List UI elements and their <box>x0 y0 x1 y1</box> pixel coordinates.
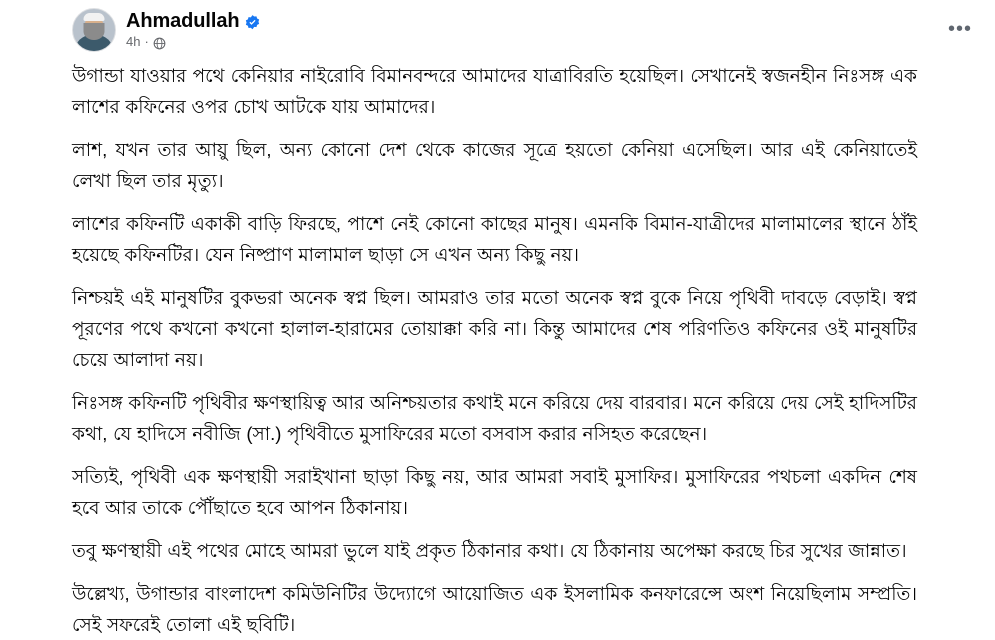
post-paragraph: উগান্ডা যাওয়ার পথে কেনিয়ার নাইরোবি বিমানবন্দরে আমাদের যাত্রাবিরতি হয়েছিল। সেখানেই স্বজনহীন নিঃসঙ্গ এক লাশের কফিনের ওপর চোখ আটকে যায় আমাদের। <box>72 65 917 117</box>
post-meta <box>126 34 261 49</box>
post-paragraph: লাশ, যখন তার আয়ু ছিল, অন্য কোনো দেশ থেকে কাজের সূত্রে হয়তো কেনিয়া এসেছিল। আর এই কেনিয়াতেই লেখা ছিল তার মৃত্যু। <box>72 139 917 191</box>
author-name-row <box>126 10 261 32</box>
post-paragraph: নিঃসঙ্গ কফিনটি পৃথিবীর ক্ষণস্থায়িত্ব আর অনিশ্চয়তার কথাই মনে করিয়ে দেয় বারবার। মনে করিয়ে দেয় সেই হাদিসটির কথা, যে হাদিসে নবীজি (সা.) পৃথিবীতে মুসাফিরের মতো বসবাস করার নসিহত করেছেন। <box>72 392 917 444</box>
avatar-beard-shape <box>84 23 105 40</box>
post-author-block <box>126 10 261 49</box>
verified-badge-icon <box>244 14 261 31</box>
globe-icon[interactable] <box>153 37 166 50</box>
avatar[interactable] <box>72 8 116 52</box>
post-more-options-button[interactable]: ••• <box>947 17 972 40</box>
post-header <box>0 0 995 52</box>
author-name[interactable]: Ahmadullah <box>126 10 240 32</box>
post-paragraph: তবু ক্ষণস্থায়ী এই পথের মোহে আমরা ভুলে যাই প্রকৃত ঠিকানার কথা। যে ঠিকানায় অপেক্ষা করছে চির সুখের জান্নাত। <box>72 540 907 561</box>
post-paragraph: সত্যিই, পৃথিবী এক ক্ষণস্থায়ী সরাইখানা ছাড়া কিছু নয়, আর আমরা সবাই মুসাফির। মুসাফিরের পথচলা একদিন শেষ হবে আর তাকে পৌঁছাতে হবে আপন ঠিকানায়। <box>72 466 917 518</box>
post-paragraph: লাশের কফিনটি একাকী বাড়ি ফিরছে, পাশে নেই কোনো কাছের মানুষ। এমনকি বিমান-যাত্রীদের মালামালের স্থানে ঠাঁই হয়েছে কফিনটির। যেন নিষ্প্রাণ মালামাল ছাড়া সে এখন অন্য কিছু নয়। <box>72 213 917 265</box>
avatar-cap-shape <box>84 13 105 21</box>
post-paragraph: উল্লেখ্য, উগান্ডার বাংলাদেশ কমিউনিটির উদ্যোগে আয়োজিত এক ইসলামিক কনফারেন্সে অংশ নিয়েছিলাম সম্প্রতি। সেই সফরেই তোলা এই ছবিটি। <box>72 583 917 635</box>
meta-separator: · <box>144 34 149 49</box>
post-timestamp[interactable]: 4h <box>126 34 141 49</box>
post-paragraph: নিশ্চয়ই এই মানুষটির বুকভরা অনেক স্বপ্ন ছিল। আমরাও তার মতো অনেক স্বপ্ন বুকে নিয়ে পৃথিবী দাবড়ে বেড়াই। স্বপ্ন পূরণের পথে কখনো কখনো হালাল-হারামের তোয়াক্কা করি না। কিন্তু আমাদের শেষ পরিণতিও কফিনের ওই মানুষটির চেয়ে আলাদা নয়। <box>72 287 917 370</box>
post-text-content <box>0 52 995 640</box>
